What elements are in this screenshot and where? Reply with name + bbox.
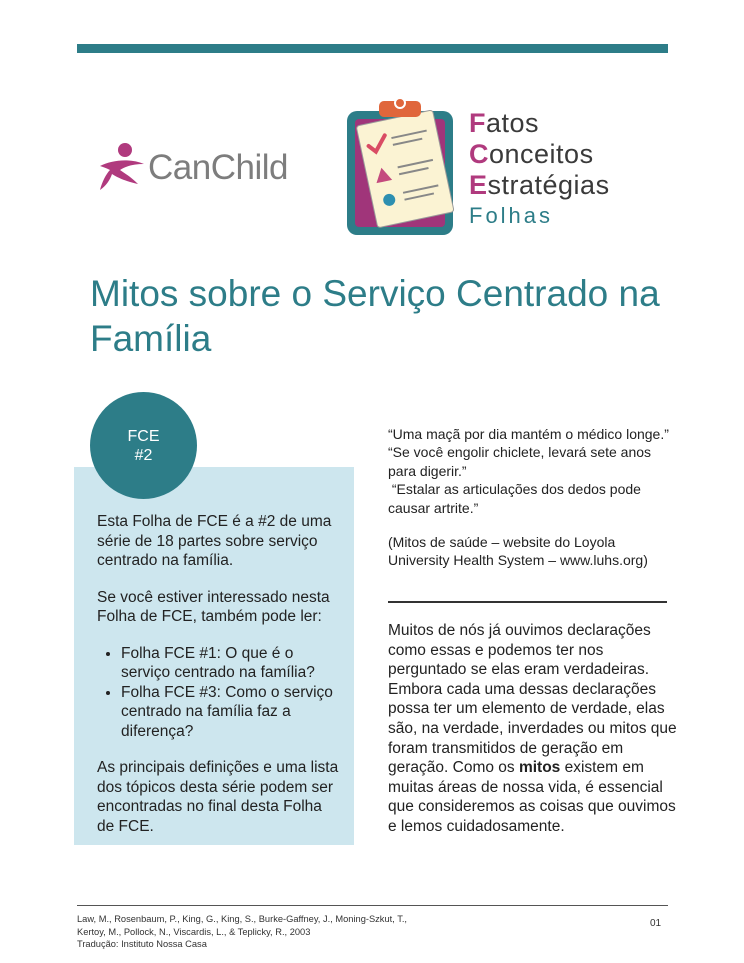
sidebar-paragraph-2: Se você estiver interessado nesta Folha de FCE, também pode ler: [97,588,330,625]
myth-quotes [388,425,678,570]
canchild-logo [98,142,298,194]
footer-citation [77,913,477,951]
sidebar-text [97,512,343,853]
fce-logo-line-conceitos: Conceitos [469,139,594,169]
quote-source: (Mitos de saúde – website do Loyola University Health System – www.luhs.org) [388,534,648,569]
badge-line-1: FCE [127,427,160,445]
quote-1: “Uma maçã por dia mantém o médico longe.” [388,426,669,442]
sidebar-paragraph-3: As principais definições e uma lista dos tópicos desta série podem ser encontradas no final desta Folha de FCE. [97,759,339,835]
canchild-person-icon [98,142,148,192]
body-paragraph: Muitos de nós já ouvimos declarações como essas e podemos ter nos perguntado se elas eram verdadeiras. Embora cada uma dessas declarações possa ter um elemento de verdade, elas são, na verdade, inverdades ou mitos que foram transmitidos de geração em geração. Como os mitos existem em muitas áreas de nossa vida, é essencial que consideremos as coisas que ouvimos e lemos cuidadosamente. [388,622,677,835]
fce-logo-line-estrategias: Estratégias [469,170,610,200]
citation-line-1: Law, M., Rosenbaum, P., King, G., King, S., Burke-Gaffney, J., Moning-Szkut, T., [77,914,408,924]
section-divider [388,601,667,603]
citation-line-2: Kertoy, M., Pollock, N., Viscardis, L., & Teplicky, R., 2003 [77,926,311,937]
fce-number-badge [90,392,197,499]
badge-line-2: #2 [134,446,153,464]
page-title: Mitos sobre o Serviço Centrado na Família [90,273,660,359]
fce-logo-folhas: Folhas [469,203,554,228]
quote-3: “Estalar as articulações dos dedos pode causar artrite.” [388,481,645,516]
related-sheets-list [97,644,343,742]
footer-divider [77,905,668,906]
quote-2: “Se você engolir chiclete, levará sete anos para digerir.” [388,444,652,479]
fce-series-logo [469,110,610,236]
top-accent-bar [77,44,668,53]
fce-logo-line-fatos: Fatos [469,108,540,138]
sidebar-paragraph-1: Esta Folha de FCE é a #2 de uma série de 18 partes sobre serviço centrado na família. [97,513,332,569]
translation-credit: Tradução: Instituto Nossa Casa [77,939,207,950]
list-item: • Folha FCE #3: Como o serviço centrado na família faz a diferença? [121,683,343,742]
bold-term-mitos: mitos [518,759,561,777]
list-item: • Folha FCE #1: O que é o serviço centrado na família? [121,644,343,683]
canchild-wordmark: CanChild [148,148,288,187]
page-number: 01 [650,918,662,929]
clipboard-icon [345,95,465,237]
